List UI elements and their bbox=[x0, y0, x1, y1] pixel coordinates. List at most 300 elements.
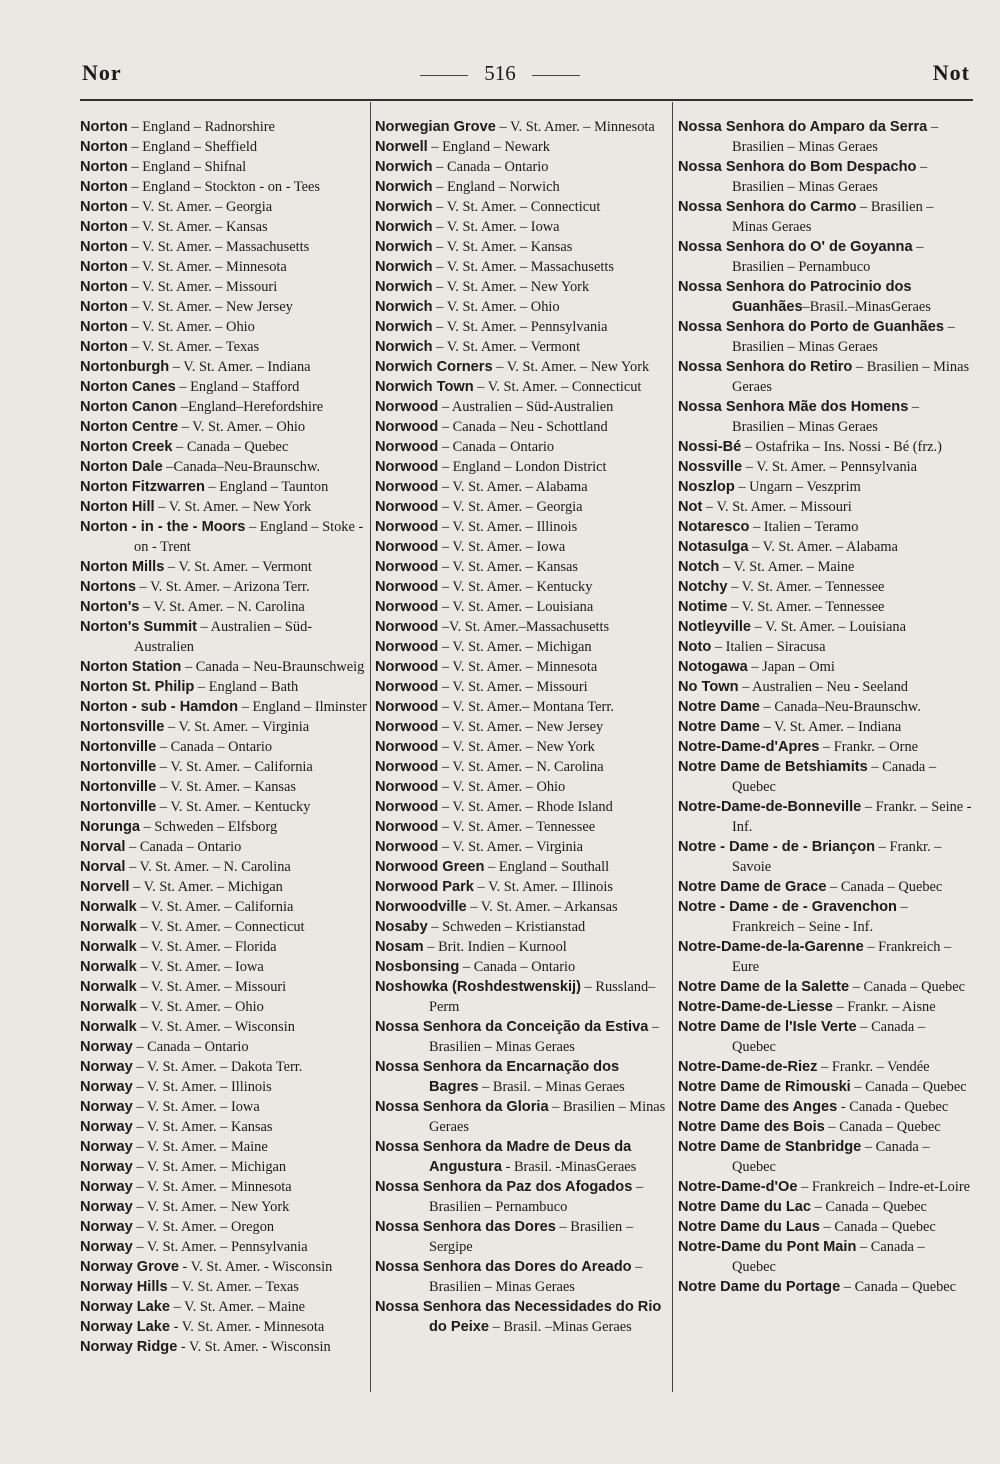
entry-headword: Norwich bbox=[375, 259, 433, 275]
entry-headword: Norton Fitzwarren bbox=[80, 479, 205, 495]
entry-headword: No Town bbox=[678, 679, 739, 695]
entry-headword: Norton bbox=[80, 159, 128, 175]
gazetteer-entry bbox=[375, 717, 671, 737]
entry-location: – V. St. Amer. – Illinois bbox=[132, 1079, 272, 1095]
entry-headword: Nortonsville bbox=[80, 719, 165, 735]
gazetteer-entry bbox=[80, 937, 368, 957]
entry-headword: Nossa Senhora do Porto de Guanhães bbox=[678, 319, 944, 335]
entry-headword: Nortonville bbox=[80, 799, 157, 815]
gazetteer-entry bbox=[375, 737, 671, 757]
gazetteer-entry bbox=[678, 477, 972, 497]
entry-location: – Canada – Ontario bbox=[132, 1039, 249, 1055]
entry-location: – England – Stockton - on - Tees bbox=[127, 179, 320, 195]
gazetteer-entry bbox=[375, 217, 671, 237]
column-1 bbox=[80, 117, 368, 1357]
entry-location: – V. St. Amer. – Ohio bbox=[127, 319, 255, 335]
entry-location: – V. St. Amer. – Louisiana bbox=[438, 599, 594, 615]
entry-location: - Canada - Quebec bbox=[837, 1099, 949, 1115]
entry-location: – V. St. Amer. – Texas bbox=[127, 339, 260, 355]
gazetteer-entry bbox=[678, 697, 972, 717]
gazetteer-entry bbox=[678, 677, 972, 697]
entry-headword: Notre Dame du Laus bbox=[678, 1219, 820, 1235]
entry-location: – Brasilien – Minas Geraes bbox=[732, 199, 934, 235]
entry-headword: Norwalk bbox=[80, 979, 137, 995]
entry-location: – Brasilien – Minas Geraes bbox=[732, 359, 970, 395]
entry-headword: Norton's bbox=[80, 599, 140, 615]
gazetteer-entry bbox=[678, 1237, 972, 1277]
entry-location: – V. St. Amer. – New York bbox=[432, 279, 590, 295]
gazetteer-entry bbox=[375, 757, 671, 777]
gazetteer-entry bbox=[375, 1137, 671, 1177]
gazetteer-entry bbox=[375, 457, 671, 477]
entry-headword: Norwood bbox=[375, 599, 439, 615]
entry-location: – V. St. Amer. – Vermont bbox=[432, 339, 581, 355]
gazetteer-entry bbox=[678, 757, 972, 797]
entry-location: – V. St. Amer. – Iowa bbox=[136, 959, 264, 975]
entry-headword: Nortonville bbox=[80, 759, 157, 775]
entry-headword: Norwood bbox=[375, 739, 439, 755]
entry-location: – Canada – Quebec bbox=[732, 1019, 926, 1055]
entry-location: – V. St. Amer. – Alabama bbox=[748, 539, 898, 555]
entry-headword: Norwood Green bbox=[375, 859, 485, 875]
entry-headword: Norwalk bbox=[80, 999, 137, 1015]
entry-headword: Notre Dame du Lac bbox=[678, 1199, 811, 1215]
entry-location: – V. St. Amer. – Missouri bbox=[438, 679, 588, 695]
entry-headword: Norwood bbox=[375, 479, 439, 495]
entry-location: – V. St. Amer. – Massachusetts bbox=[127, 239, 310, 255]
entry-location: – England – Radnorshire bbox=[127, 119, 275, 135]
gazetteer-entry bbox=[80, 297, 368, 317]
gazetteer-entry bbox=[375, 917, 671, 937]
entry-headword: Norwood bbox=[375, 839, 439, 855]
entry-headword: Notre-Dame-de-la-Garenne bbox=[678, 939, 864, 955]
entry-headword: Norwood bbox=[375, 459, 439, 475]
entry-headword: Norwich bbox=[375, 339, 433, 355]
entry-location: – V. St. Amer. – Arkansas bbox=[466, 899, 618, 915]
gazetteer-entry bbox=[80, 217, 368, 237]
entry-location: – Brasilien – Minas Geraes bbox=[732, 119, 939, 155]
gazetteer-entry bbox=[375, 1177, 671, 1217]
gazetteer-entry bbox=[80, 1017, 368, 1037]
entry-headword: Norton Centre bbox=[80, 419, 179, 435]
gazetteer-entry bbox=[80, 917, 368, 937]
gazetteer-entry bbox=[375, 857, 671, 877]
header-left-catchword: Nor bbox=[82, 60, 122, 85]
gazetteer-entry bbox=[375, 337, 671, 357]
entry-location: – V. St. Amer. – Minnesota bbox=[438, 659, 598, 675]
gazetteer-entry bbox=[80, 517, 368, 557]
entry-headword: Norwich bbox=[375, 279, 433, 295]
entry-location: – V. St. Amer. – Arizona Terr. bbox=[135, 579, 310, 595]
entry-location: – V. St. Amer. – Kansas bbox=[438, 559, 579, 575]
gazetteer-entry bbox=[80, 877, 368, 897]
entry-headword: Notre Dame de l'Isle Verte bbox=[678, 1019, 857, 1035]
gazetteer-entry bbox=[678, 977, 972, 997]
gazetteer-entry bbox=[375, 957, 671, 977]
entry-headword: Norway Ridge bbox=[80, 1339, 178, 1355]
entry-location: – Australien – Neu - Seeland bbox=[738, 679, 908, 695]
gazetteer-entry bbox=[375, 537, 671, 557]
entry-headword: Notre Dame bbox=[678, 719, 760, 735]
gazetteer-entry bbox=[375, 237, 671, 257]
entry-headword: Norton Station bbox=[80, 659, 182, 675]
page-header bbox=[0, 58, 1000, 98]
gazetteer-entry bbox=[80, 197, 368, 217]
entry-headword: Norton bbox=[80, 239, 128, 255]
entry-headword: Norway Grove bbox=[80, 1259, 179, 1275]
entry-headword: Nortonville bbox=[80, 739, 157, 755]
entry-headword: Norwood bbox=[375, 619, 439, 635]
entry-location: – V. St. Amer. – Missouri bbox=[136, 979, 287, 995]
gazetteer-entry bbox=[375, 417, 671, 437]
entry-location: – V. St. Amer. – Maine bbox=[132, 1139, 268, 1155]
gazetteer-entry bbox=[375, 677, 671, 697]
entry-location: – V. St. Amer. – N. Carolina bbox=[125, 859, 291, 875]
entry-location: – England – Stafford bbox=[175, 379, 300, 395]
entry-location: – V. St. Amer. – Michigan bbox=[132, 1159, 287, 1175]
entry-headword: Norwalk bbox=[80, 1019, 137, 1035]
gazetteer-entry bbox=[80, 257, 368, 277]
gazetteer-entry bbox=[80, 597, 368, 617]
entry-location: –V. St. Amer.–Massachusetts bbox=[438, 619, 610, 635]
gazetteer-entry bbox=[375, 897, 671, 917]
entry-headword: Norton bbox=[80, 179, 128, 195]
gazetteer-entry bbox=[678, 557, 972, 577]
entry-location: – V. St. Amer. – New Jersey bbox=[438, 719, 604, 735]
entry-location: – V. St. Amer. – Alabama bbox=[438, 479, 588, 495]
gazetteer-entry bbox=[80, 457, 368, 477]
entry-location: –England–Herefordshire bbox=[177, 399, 324, 415]
gazetteer-entry bbox=[375, 477, 671, 497]
entry-location: - V. St. Amer. - Wisconsin bbox=[177, 1339, 331, 1355]
entry-location: – Japan – Omi bbox=[747, 659, 835, 675]
entry-headword: Norval bbox=[80, 859, 126, 875]
entry-headword: Norton bbox=[80, 139, 128, 155]
entry-headword: Notre-Dame-de-Riez bbox=[678, 1059, 818, 1075]
column-2 bbox=[375, 117, 671, 1337]
gazetteer-entry bbox=[80, 117, 368, 137]
entry-headword: Nossa Senhora do Carmo bbox=[678, 199, 857, 215]
entry-headword: Nossa Senhora Mãe dos Homens bbox=[678, 399, 909, 415]
entry-headword: Notch bbox=[678, 559, 720, 575]
gazetteer-entry bbox=[678, 1017, 972, 1057]
gazetteer-entry bbox=[678, 157, 972, 197]
entry-headword: Norway Lake bbox=[80, 1319, 171, 1335]
header-dash-right bbox=[532, 75, 580, 76]
gazetteer-entry bbox=[678, 897, 972, 937]
entry-headword: Norton bbox=[80, 319, 128, 335]
entry-location: – England – Stoke - on - Trent bbox=[134, 519, 364, 555]
entry-location: – V. St. Amer. – Massachusetts bbox=[432, 259, 614, 275]
entry-headword: Norway bbox=[80, 1239, 133, 1255]
entry-location: – Italien – Siracusa bbox=[711, 639, 826, 655]
gazetteer-entry bbox=[80, 757, 368, 777]
gazetteer-entry bbox=[375, 1057, 671, 1097]
entry-location: – V. St. Amer. – Virginia bbox=[164, 719, 310, 735]
entry-headword: Norwich bbox=[375, 319, 433, 335]
entry-headword: Norton bbox=[80, 119, 128, 135]
entry-location: – Brasil. – Minas Geraes bbox=[478, 1079, 625, 1095]
gazetteer-entry bbox=[678, 1177, 972, 1197]
entry-location: – V. St. Amer.– Montana Terr. bbox=[438, 699, 614, 715]
entry-headword: Norwalk bbox=[80, 919, 137, 935]
column-3 bbox=[678, 117, 972, 1297]
entry-location: – V. St. Amer. – Oregon bbox=[132, 1219, 275, 1235]
entry-headword: Notre Dame bbox=[678, 699, 760, 715]
entry-headword: Nortonburgh bbox=[80, 359, 170, 375]
gazetteer-entry bbox=[80, 577, 368, 597]
entry-headword: Nossa Senhora das Necessidades do Rio do Peixe bbox=[375, 1299, 662, 1335]
entry-headword: Notre Dame de Betshiamits bbox=[678, 759, 868, 775]
gazetteer-entry bbox=[678, 1097, 972, 1117]
entry-headword: Notime bbox=[678, 599, 728, 615]
gazetteer-entry bbox=[80, 897, 368, 917]
gazetteer-entry bbox=[678, 1197, 972, 1217]
entry-headword: Norwich bbox=[375, 199, 433, 215]
entry-location: – V. St. Amer. – Florida bbox=[136, 939, 277, 955]
gazetteer-entry bbox=[375, 137, 671, 157]
entry-location: – V. St. Amer. – Tennessee bbox=[727, 579, 885, 595]
entry-location: – Frankreich – Indre-et-Loire bbox=[797, 1179, 971, 1195]
gazetteer-entry bbox=[678, 597, 972, 617]
entry-headword: Notre Dame des Anges bbox=[678, 1099, 838, 1115]
gazetteer-entry bbox=[678, 437, 972, 457]
gazetteer-entry bbox=[80, 1277, 368, 1297]
entry-headword: Norton St. Philip bbox=[80, 679, 195, 695]
entry-headword: Notre-Dame du Pont Main bbox=[678, 1239, 857, 1255]
gazetteer-entry bbox=[678, 837, 972, 877]
column-divider-1 bbox=[370, 102, 371, 1392]
gazetteer-entry bbox=[678, 1057, 972, 1077]
entry-location: – Canada – Quebec bbox=[850, 1079, 967, 1095]
entry-location: – V. St. Amer. – Minnesota bbox=[495, 119, 655, 135]
entry-location: – Canada–Neu-Braunschw. bbox=[759, 699, 921, 715]
entry-location: – V. St. Amer. – Iowa bbox=[432, 219, 560, 235]
entry-location: – V. St. Amer. – New Jersey bbox=[127, 299, 293, 315]
entry-location: – V. St. Amer. – Missouri bbox=[127, 279, 278, 295]
gazetteer-entry bbox=[80, 1197, 368, 1217]
entry-location: – England – Taunton bbox=[204, 479, 329, 495]
gazetteer-entry bbox=[80, 1117, 368, 1137]
entry-headword: Nossville bbox=[678, 459, 743, 475]
gazetteer-entry bbox=[375, 837, 671, 857]
entry-headword: Notre-Dame-d'Apres bbox=[678, 739, 820, 755]
entry-headword: Nosbonsing bbox=[375, 959, 460, 975]
gazetteer-entry bbox=[678, 1217, 972, 1237]
entry-headword: Norwood Park bbox=[375, 879, 474, 895]
entry-location: – V. St. Amer. – New York bbox=[154, 499, 312, 515]
gazetteer-entry bbox=[375, 697, 671, 717]
entry-location: – V. St. Amer. – California bbox=[136, 899, 294, 915]
entry-location: – England – Bath bbox=[194, 679, 299, 695]
entry-headword: Norton bbox=[80, 199, 128, 215]
gazetteer-entry bbox=[678, 237, 972, 277]
entry-headword: Norwich Town bbox=[375, 379, 474, 395]
gazetteer-entry bbox=[80, 1057, 368, 1077]
entry-location: – V. St. Amer. – Kentucky bbox=[438, 579, 593, 595]
entry-headword: Norwoodville bbox=[375, 899, 467, 915]
gazetteer-entry bbox=[80, 397, 368, 417]
entry-headword: Norway bbox=[80, 1159, 133, 1175]
gazetteer-entry bbox=[375, 1297, 671, 1337]
gazetteer-entry bbox=[80, 1237, 368, 1257]
entry-headword: Norton - in - the - Moors bbox=[80, 519, 246, 535]
entry-location: – V. St. Amer. – Ohio bbox=[136, 999, 264, 1015]
gazetteer-entry bbox=[375, 557, 671, 577]
entry-headword: Norwood bbox=[375, 579, 439, 595]
entry-headword: Norton Mills bbox=[80, 559, 165, 575]
entry-headword: Nortons bbox=[80, 579, 136, 595]
entry-location: – V. St. Amer. – Texas bbox=[167, 1279, 299, 1295]
gazetteer-entry bbox=[80, 1097, 368, 1117]
entry-headword: Nosam bbox=[375, 939, 424, 955]
gazetteer-entry bbox=[80, 437, 368, 457]
gazetteer-entry bbox=[80, 1037, 368, 1057]
entry-location: – V. St. Amer. – Pennsylvania bbox=[132, 1239, 308, 1255]
entry-location: – V. St. Amer. – New York bbox=[492, 359, 650, 375]
entry-headword: Norwich bbox=[375, 219, 433, 235]
gazetteer-entry bbox=[678, 617, 972, 637]
entry-headword: Notogawa bbox=[678, 659, 748, 675]
gazetteer-entry bbox=[80, 137, 368, 157]
entry-location: – V. St. Amer. – Tennessee bbox=[727, 599, 885, 615]
entry-location: – V. St. Amer. – Georgia bbox=[127, 199, 273, 215]
entry-headword: Norwich bbox=[375, 299, 433, 315]
entry-headword: Norwalk bbox=[80, 939, 137, 955]
entry-location: – V. St. Amer. – Virginia bbox=[438, 839, 584, 855]
gazetteer-entry bbox=[375, 277, 671, 297]
entry-headword: Notre Dame de Rimouski bbox=[678, 1079, 851, 1095]
entry-location: – Canada – Quebec bbox=[732, 759, 937, 795]
gazetteer-entry bbox=[80, 357, 368, 377]
entry-location: – V. St. Amer. – Ohio bbox=[438, 779, 566, 795]
entry-headword: Norwood bbox=[375, 499, 439, 515]
gazetteer-entry bbox=[80, 817, 368, 837]
entry-location: – Schweden – Elfsborg bbox=[140, 819, 278, 835]
entry-headword: Norway bbox=[80, 1199, 133, 1215]
gazetteer-entry bbox=[375, 597, 671, 617]
entry-headword: Norton Canon bbox=[80, 399, 178, 415]
entry-headword: Norton bbox=[80, 299, 128, 315]
entry-headword: Notre - Dame - de - Briançon bbox=[678, 839, 876, 855]
gazetteer-entry bbox=[678, 937, 972, 977]
gazetteer-entry bbox=[678, 457, 972, 477]
entry-location: – V. St. Amer. – Georgia bbox=[438, 499, 583, 515]
gazetteer-entry bbox=[375, 437, 671, 457]
entry-location: – Brasilien – Minas Geraes bbox=[429, 1099, 666, 1135]
gazetteer-entry bbox=[678, 1117, 972, 1137]
entry-headword: Norton bbox=[80, 279, 128, 295]
entry-headword: Norwood bbox=[375, 699, 439, 715]
gazetteer-entry bbox=[80, 1077, 368, 1097]
entry-location: – Australien – Süd-Australien bbox=[134, 619, 313, 655]
entry-location: – Canada – Quebec bbox=[732, 1139, 930, 1175]
entry-location: – V. St. Amer. – Minnesota bbox=[127, 259, 287, 275]
gazetteer-entry bbox=[678, 397, 972, 437]
gazetteer-entry bbox=[80, 777, 368, 797]
entry-location: – Ostafrika – Ins. Nossi - Bé (frz.) bbox=[741, 439, 942, 455]
gazetteer-entry bbox=[678, 637, 972, 657]
entry-location: – Canada – Quebec bbox=[824, 1119, 941, 1135]
gazetteer-entry bbox=[80, 497, 368, 517]
entry-headword: Noto bbox=[678, 639, 712, 655]
gazetteer-entry bbox=[375, 397, 671, 417]
entry-headword: Norwood bbox=[375, 439, 439, 455]
gazetteer-entry bbox=[375, 117, 671, 137]
entry-headword: Norway bbox=[80, 1039, 133, 1055]
entry-headword: Noszlop bbox=[678, 479, 735, 495]
entry-headword: Norway bbox=[80, 1139, 133, 1155]
entry-location: – England – Shifnal bbox=[127, 159, 247, 175]
gazetteer-entry bbox=[80, 477, 368, 497]
entry-location: – Frankr. – Vendée bbox=[817, 1059, 930, 1075]
entry-headword: Norwood bbox=[375, 679, 439, 695]
gazetteer-entry bbox=[80, 557, 368, 577]
gazetteer-entry bbox=[678, 797, 972, 837]
gazetteer-entry bbox=[80, 157, 368, 177]
entry-headword: Norwell bbox=[375, 139, 428, 155]
entry-location: – V. St. Amer. – Louisiana bbox=[751, 619, 906, 635]
entry-headword: Notre Dame de la Salette bbox=[678, 979, 850, 995]
entry-headword: Norton Hill bbox=[80, 499, 155, 515]
gazetteer-entry bbox=[80, 617, 368, 657]
entry-location: – Frankreich – Seine - Inf. bbox=[732, 899, 908, 935]
entry-headword: Norwood bbox=[375, 519, 439, 535]
entry-location: – England – Newark bbox=[427, 139, 551, 155]
gazetteer-entry bbox=[80, 317, 368, 337]
gazetteer-entry bbox=[678, 1277, 972, 1297]
entry-headword: Norwich bbox=[375, 179, 433, 195]
entry-headword: Nossa Senhora da Madre de Deus da Angustura bbox=[375, 1139, 632, 1175]
entry-location: – Canada – Neu-Braunschweig bbox=[181, 659, 365, 675]
entry-location: – V. St. Amer. – Kansas bbox=[132, 1119, 273, 1135]
entry-location: – Canada – Quebec bbox=[732, 1239, 925, 1275]
entry-location: – V. St. Amer. – Maine bbox=[170, 1299, 306, 1315]
gazetteer-entry bbox=[80, 717, 368, 737]
entry-location: – V. St. Amer. – Michigan bbox=[129, 879, 283, 895]
entry-headword: Norvell bbox=[80, 879, 130, 895]
entry-headword: Nossa Senhora da Paz dos Afogados bbox=[375, 1179, 633, 1195]
gazetteer-entry bbox=[80, 177, 368, 197]
entry-location: – Brasil. –Minas Geraes bbox=[489, 1319, 632, 1335]
gazetteer-entry bbox=[80, 377, 368, 397]
entry-location: – Brasilien – Minas Geraes bbox=[429, 1019, 660, 1055]
entry-location: – V. St. Amer. – Vermont bbox=[164, 559, 312, 575]
gazetteer-entry bbox=[80, 657, 368, 677]
entry-headword: Nosaby bbox=[375, 919, 428, 935]
entry-headword: Notaresco bbox=[678, 519, 750, 535]
entry-location: – V. St. Amer. – Wisconsin bbox=[136, 1019, 295, 1035]
entry-headword: Nossa Senhora do Retiro bbox=[678, 359, 853, 375]
entry-location: – Brasilien – Minas Geraes bbox=[732, 159, 928, 195]
entry-headword: Nortonville bbox=[80, 779, 157, 795]
entry-location: – V. St. Amer. – Kansas bbox=[127, 219, 268, 235]
entry-headword: Norway bbox=[80, 1119, 133, 1135]
gazetteer-entry bbox=[375, 257, 671, 277]
header-right-catchword: Not bbox=[932, 60, 970, 85]
entry-location: – Frankr. – Savoie bbox=[732, 839, 942, 875]
entry-headword: Norwood bbox=[375, 419, 439, 435]
entry-location: – Brasilien – Minas Geraes bbox=[732, 319, 955, 355]
entry-headword: Norway bbox=[80, 1219, 133, 1235]
gazetteer-entry bbox=[375, 297, 671, 317]
entry-location: – Brit. Indien – Kurnool bbox=[423, 939, 567, 955]
entry-headword: Norton - sub - Hamdon bbox=[80, 699, 239, 715]
gazetteer-entry bbox=[678, 277, 972, 317]
gazetteer-entry bbox=[80, 1257, 368, 1277]
entry-headword: Norton bbox=[80, 259, 128, 275]
gazetteer-entry bbox=[678, 737, 972, 757]
